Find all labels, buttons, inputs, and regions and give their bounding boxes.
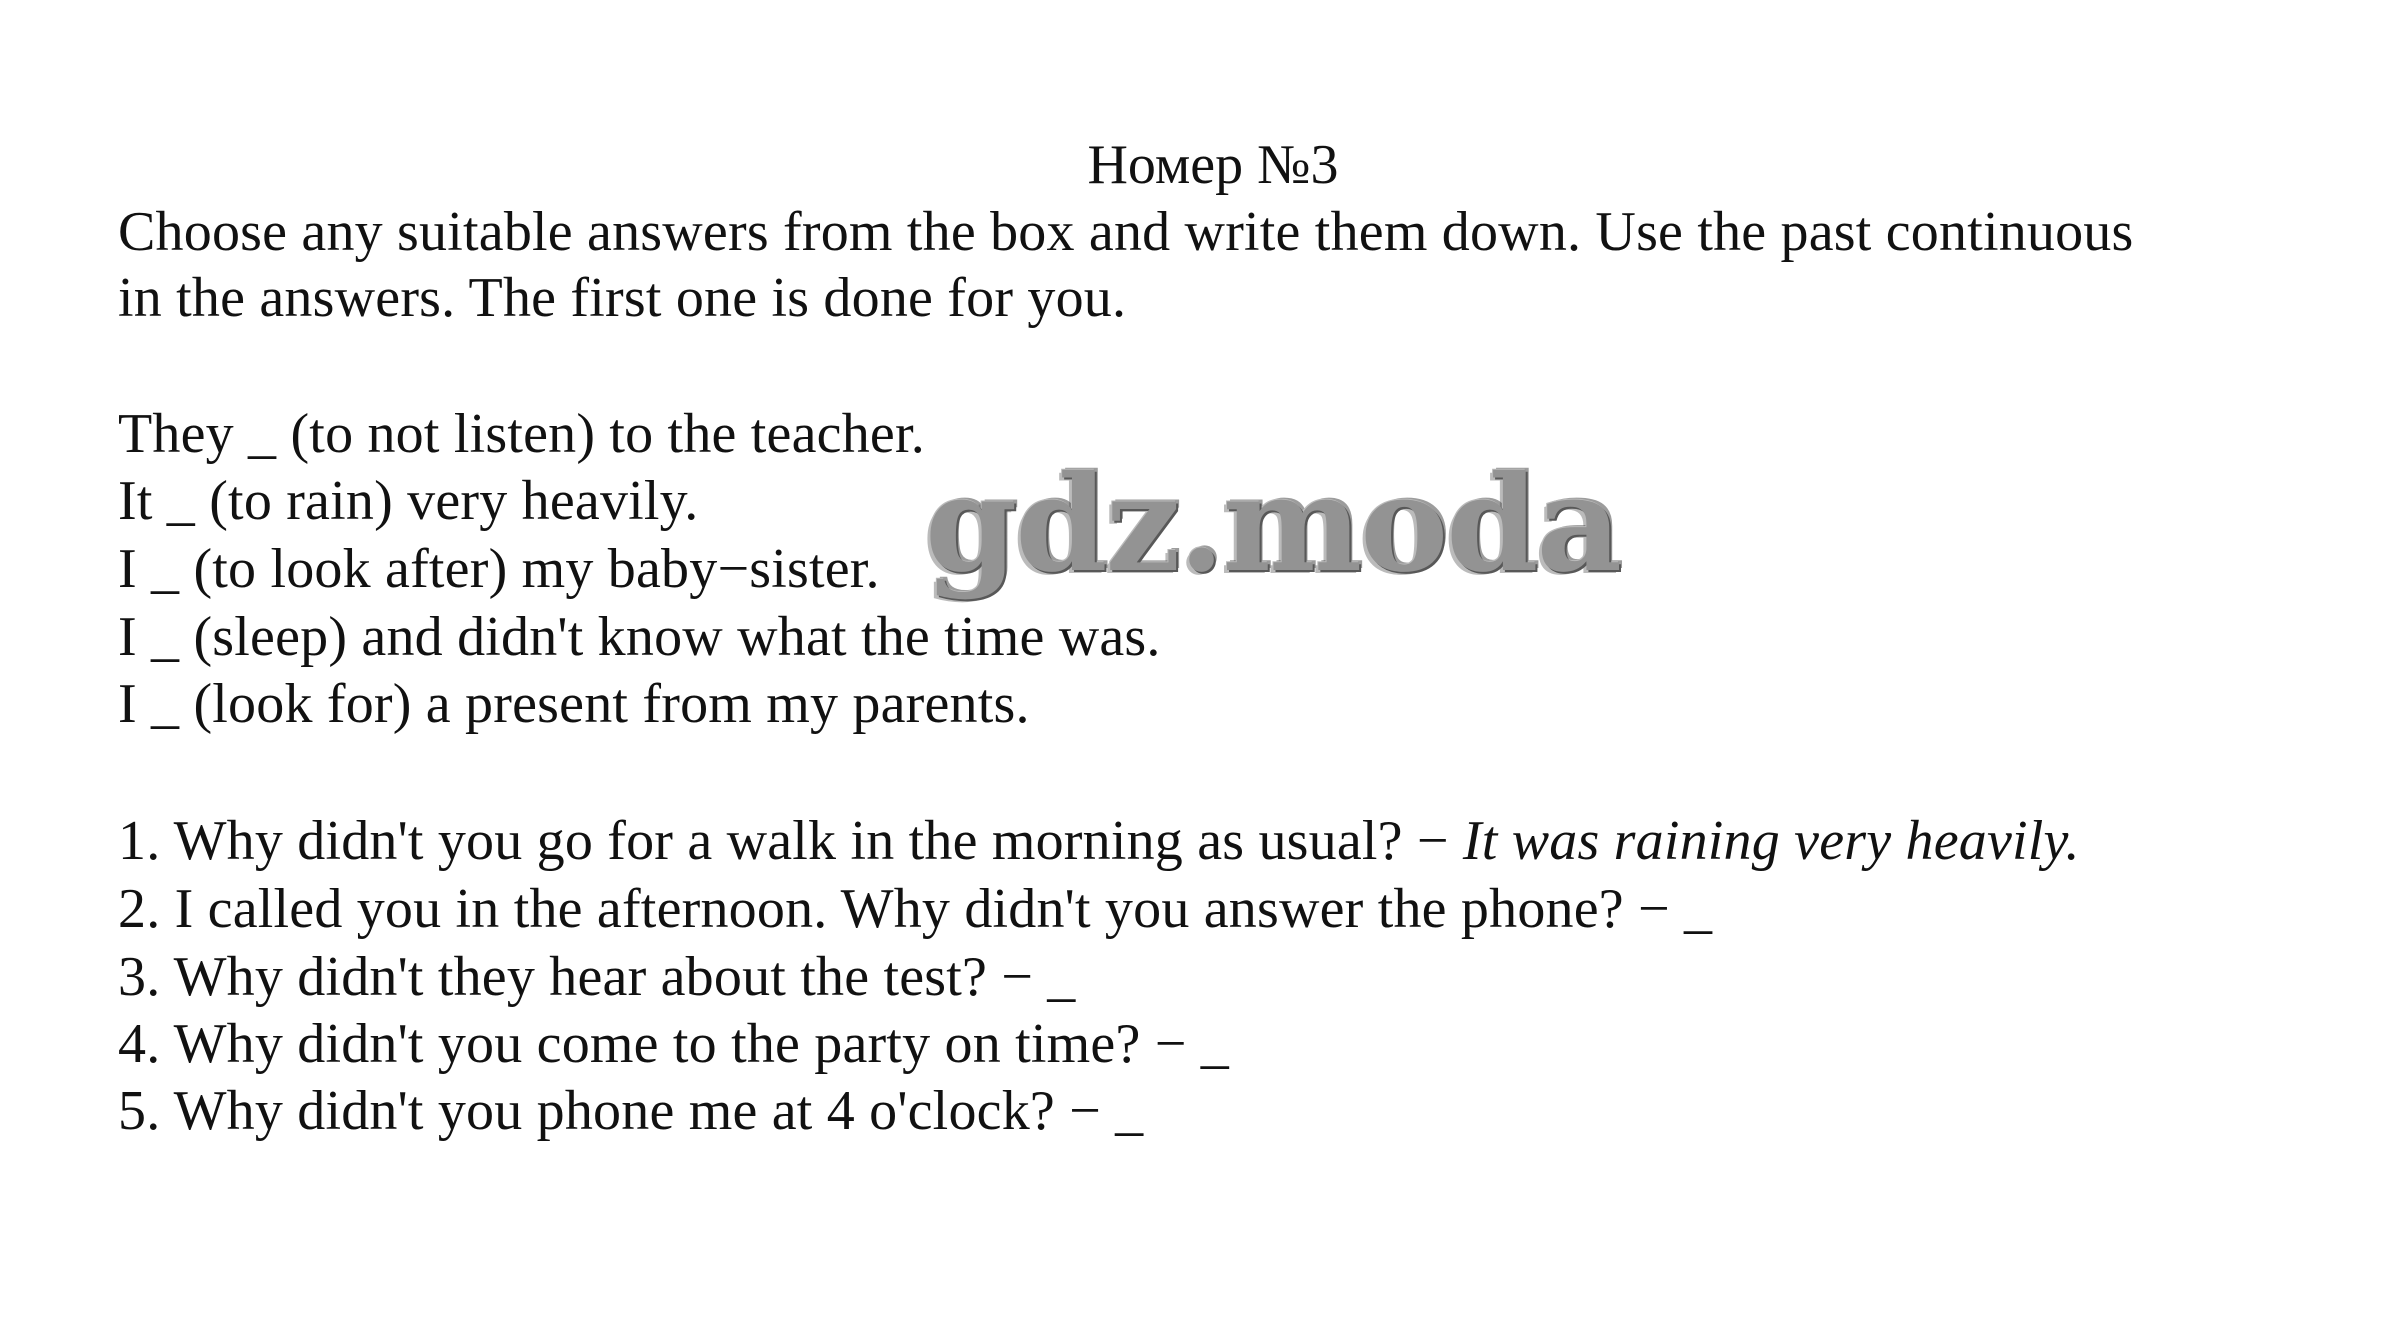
question-1-answer: It was raining very heavily.	[1462, 810, 2080, 872]
question-3-text: 3. Why didn't they hear about the test? − _	[118, 946, 1076, 1008]
question-1-text: 1. Why didn't you go for a walk in the morning as usual? −	[118, 810, 1463, 872]
box-item-1: They _ (to not listen) to the teacher.	[118, 403, 925, 465]
question-4	[118, 1010, 1229, 1078]
question-2-text: 2. I called you in the afternoon. Why didn't you answer the phone? − _	[118, 878, 1713, 940]
box-item-3: I _ (to look after) my baby−sister.	[118, 538, 880, 600]
instructions-line-2: in the answers. The first one is done for you.	[118, 267, 1127, 329]
question-5-text: 5. Why didn't you phone me at 4 o'clock? − _	[118, 1080, 1144, 1142]
watermark-logo: gdz.moda	[925, 447, 1621, 602]
instructions-line-1: Choose any suitable answers from the box and write them down. Use the past continuous	[118, 201, 2134, 263]
question-3	[118, 943, 1075, 1011]
box-item-4: I _ (sleep) and didn't know what the time was.	[118, 606, 1161, 668]
question-2	[118, 875, 1712, 943]
title-text: Номер №3	[1087, 134, 1339, 196]
box-item-5: I _ (look for) a present from my parents.	[118, 673, 1030, 735]
question-5	[118, 1077, 1143, 1145]
box-item-2: It _ (to rain) very heavily.	[118, 470, 699, 532]
question-4-text: 4. Why didn't you come to the party on time? − _	[118, 1013, 1229, 1075]
question-1	[118, 807, 2080, 875]
page-title	[0, 131, 2396, 199]
